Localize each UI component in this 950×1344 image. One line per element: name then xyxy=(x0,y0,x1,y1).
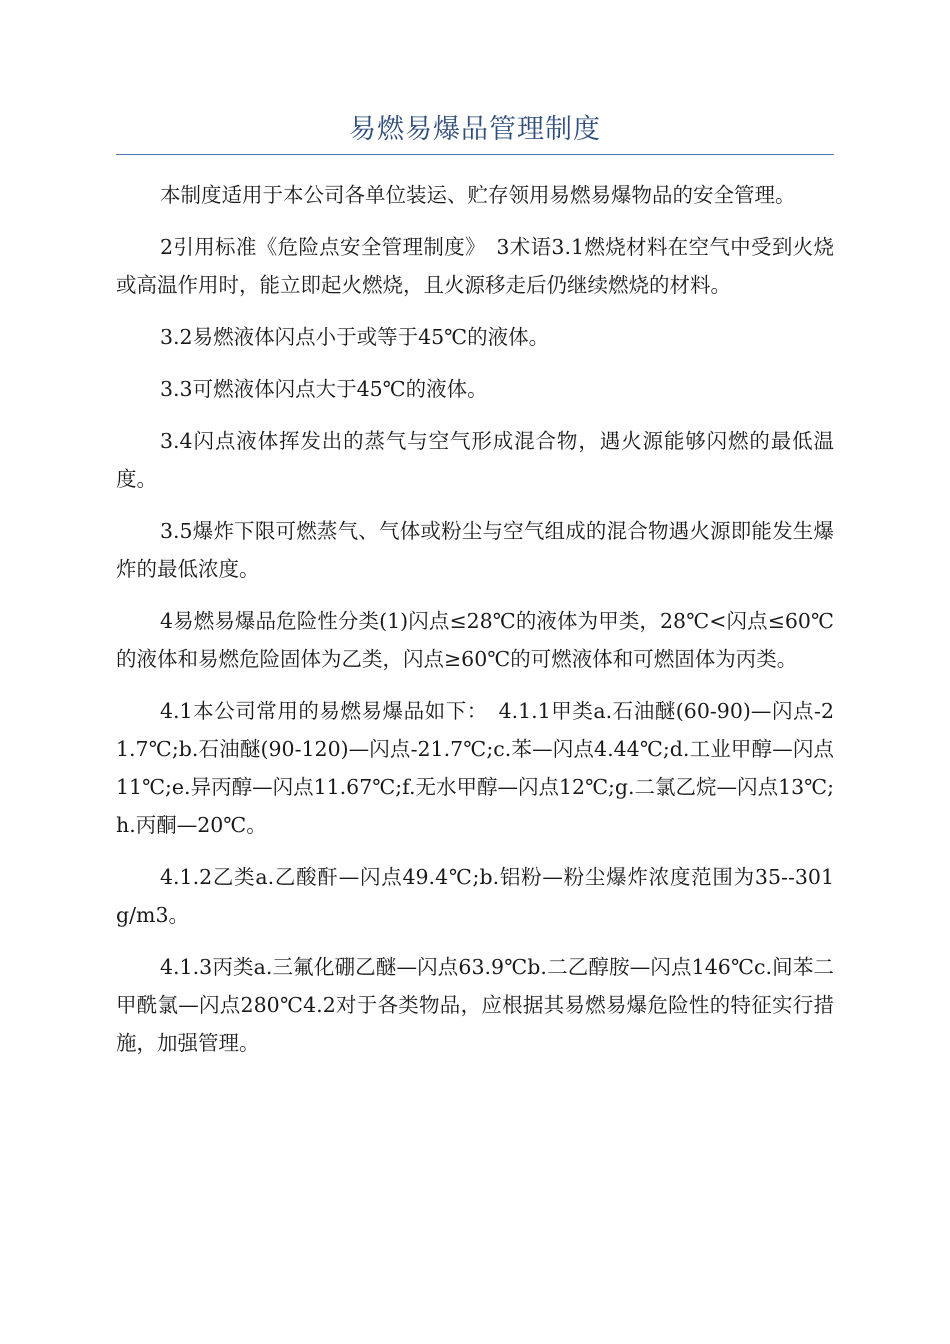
document-body xyxy=(116,176,834,1076)
paragraph-reference-terms: 2引用标准《危险点安全管理制度》 3术语3.1燃烧材料在空气中受到火烧或高温作用时，能立即起火燃烧，且火源移走后仍继续燃烧的材料。 xyxy=(116,235,834,297)
document-title: 易燃易爆品管理制度 xyxy=(349,114,601,145)
paragraph-class-b: 4.1.2乙类a.乙酸酐—闪点49.4℃;b.铝粉—粉尘爆炸浓度范围为35--301g/m3。 xyxy=(116,865,834,927)
paragraph-class-c: 4.1.3丙类a.三氟化硼乙醚—闪点63.9℃b.二乙醇胺—闪点146℃c.间苯二甲酰氯—闪点280℃4.2对于各类物品，应根据其易燃易爆危险性的特征实行措施，加强管理。 xyxy=(116,955,834,1055)
paragraph-flammable-liquid: 3.2易燃液体闪点小于或等于45℃的液体。 xyxy=(160,325,550,349)
paragraph-flash-point: 3.4闪点液体挥发出的蒸气与空气形成混合物，遇火源能够闪燃的最低温度。 xyxy=(116,429,834,491)
paragraph-explosion-limit: 3.5爆炸下限可燃蒸气、气体或粉尘与空气组成的混合物遇火源即能发生爆炸的最低浓度。 xyxy=(116,519,834,581)
paragraph-class-a: 4.1本公司常用的易燃易爆品如下： 4.1.1甲类a.石油醚(60-90)—闪点-21.7℃;b.石油醚(90-120)—闪点-21.7℃;c.苯—闪点4.44℃;d.工业甲醇—闪点11℃;e.异丙醇—闪点11.67℃;f.无水甲醇—闪点12℃;g.二氯乙烷—闪点13℃;h.丙酮—20℃。 xyxy=(116,699,834,837)
paragraph-classification: 4易燃易爆品危险性分类(1)闪点≤28℃的液体为甲类，28℃<闪点≤60℃的液体和易燃危险固体为乙类，闪点≥60℃的可燃液体和可燃固体为丙类。 xyxy=(116,609,834,671)
paragraph-combustible-liquid: 3.3可燃液体闪点大于45℃的液体。 xyxy=(160,377,488,401)
paragraph-scope: 本制度适用于本公司各单位装运、贮存领用易燃易爆物品的安全管理。 xyxy=(160,183,796,207)
title-underline xyxy=(116,154,834,155)
